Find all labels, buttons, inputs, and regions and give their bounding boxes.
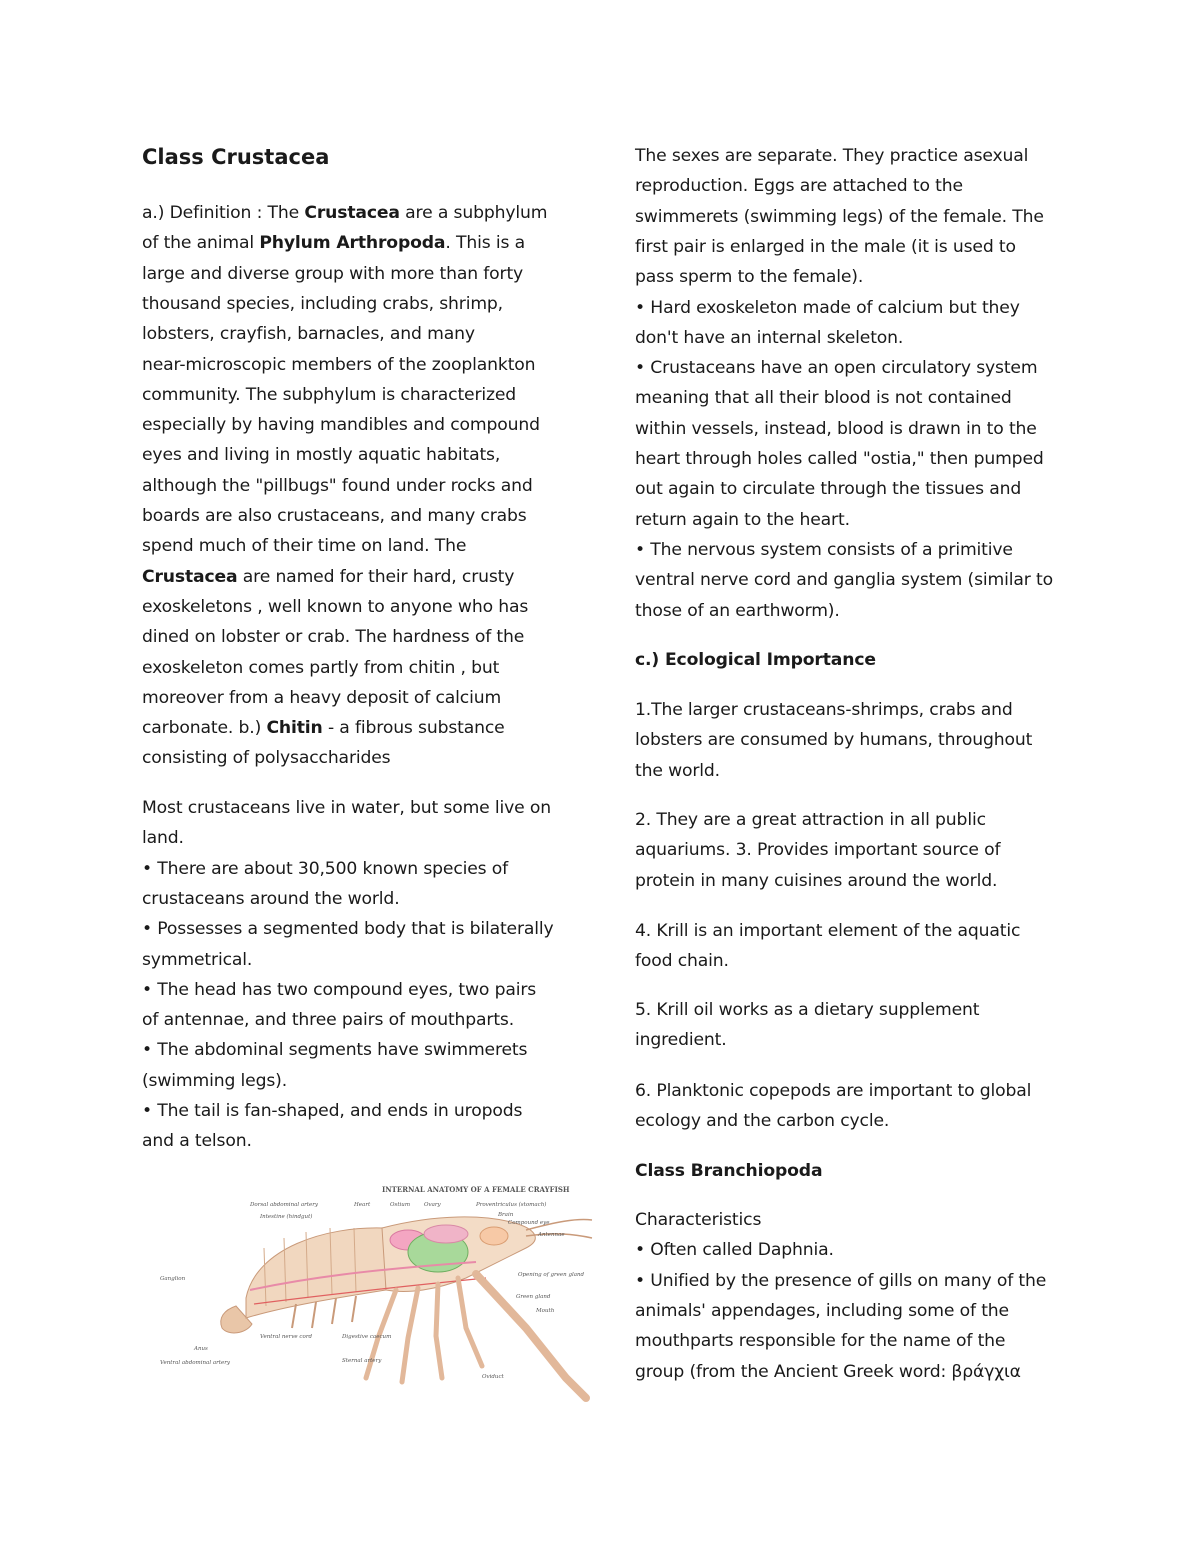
text-line: Characteristics xyxy=(635,1210,762,1230)
text-line: 5. Krill oil works as a dietary supplement xyxy=(635,1000,980,1020)
text-line: lobsters, crayfish, barnacles, and many xyxy=(142,324,475,345)
text-line: spend much of their time on land. The xyxy=(142,536,467,557)
stomach xyxy=(480,1227,508,1245)
text-line: ventral nerve cord and ganglia system (similar to xyxy=(635,570,1053,591)
text-line: • Possesses a segmented body that is bilaterally xyxy=(142,919,554,940)
text-line: out again to circulate through the tissues and xyxy=(635,479,1022,500)
text-line: group (from the Ancient Greek word: βράγχια xyxy=(635,1361,1021,1382)
text-line: dined on lobster or crab. The hardness of the xyxy=(142,627,525,648)
text-line: although the "pillbugs" found under rocks and xyxy=(142,475,533,496)
text-line: large and diverse group with more than forty xyxy=(142,263,524,284)
svg-text:Anus: Anus xyxy=(194,1346,208,1352)
text-line: ecology and the carbon cycle. xyxy=(635,1111,890,1132)
text-line: mouthparts responsible for the name of the xyxy=(635,1331,1006,1352)
text-line: carbonate. b.) Chitin - a fibrous substance xyxy=(142,718,505,739)
text-line: symmetrical. xyxy=(142,949,253,970)
text-line: exoskeletons , well known to anyone who has xyxy=(142,596,529,617)
text-line: near-microscopic members of the zooplankton xyxy=(142,354,536,375)
text-line: crustaceans around the world. xyxy=(142,888,400,909)
svg-text:Oviduct: Oviduct xyxy=(482,1374,504,1380)
text-line: a.) Definition : The Crustacea are a subphylum xyxy=(142,203,548,223)
text-line: pass sperm to the female). xyxy=(635,267,864,288)
text-line: moreover from a heavy deposit of calcium xyxy=(142,687,502,708)
text-line: • The head has two compound eyes, two pairs xyxy=(142,979,537,1000)
text-line: • Often called Daphnia. xyxy=(635,1240,834,1261)
text-line: of the animal Phylum Arthropoda. This is a xyxy=(142,233,525,254)
text-line: don't have an internal skeleton. xyxy=(635,327,904,348)
text-line: swimmerets (swimming legs) of the female. The xyxy=(635,206,1044,227)
text-line: of antennae, and three pairs of mouthparts. xyxy=(142,1010,515,1031)
text-line: especially by having mandibles and compound xyxy=(142,415,540,436)
text-line: eyes and living in mostly aquatic habitats, xyxy=(142,445,501,466)
svg-text:Compound eye: Compound eye xyxy=(508,1220,550,1226)
text-line: protein in many cuisines around the world. xyxy=(635,870,998,891)
text-line: Most crustaceans live in water, but some live on xyxy=(142,798,552,818)
text-line: exoskeleton comes partly from chitin , but xyxy=(142,657,500,678)
svg-text:Green gland: Green gland xyxy=(516,1294,551,1300)
text-line: aquariums. 3. Provides important source of xyxy=(635,840,1001,861)
svg-text:Intestine (hindgut): Intestine (hindgut) xyxy=(260,1214,313,1220)
text-line: 1.The larger crustaceans-shrimps, crabs and xyxy=(635,700,1013,720)
svg-text:Ostium: Ostium xyxy=(390,1202,411,1208)
text-line: first pair is enlarged in the male (it is used to xyxy=(635,236,1016,257)
text-line: lobsters are consumed by humans, throughout xyxy=(635,730,1033,751)
text-line: (swimming legs). xyxy=(142,1070,288,1091)
text-line: food chain. xyxy=(635,951,729,972)
text-line: • The nervous system consists of a primitive xyxy=(635,539,1013,560)
text-line: community. The subphylum is characterized xyxy=(142,384,517,405)
text-line: • The tail is fan-shaped, and ends in uropods xyxy=(142,1101,523,1121)
svg-text:Proventriculus (stomach): Proventriculus (stomach) xyxy=(476,1202,547,1208)
text-line: • Unified by the presence of gills on many of the xyxy=(635,1270,1047,1291)
text-line: • There are about 30,500 known species of xyxy=(142,858,509,879)
text-line: • Hard exoskeleton made of calcium but they xyxy=(635,297,1020,318)
text-line: heart through holes called "ostia," then pumped xyxy=(635,449,1044,469)
text-line: return again to the heart. xyxy=(635,509,850,530)
text-line: 4. Krill is an important element of the aquatic xyxy=(635,921,1021,941)
ovary xyxy=(424,1225,468,1243)
text-line: Crustacea are named for their hard, crusty xyxy=(142,566,515,587)
text-line: consisting of polysaccharides xyxy=(142,748,391,769)
text-line: 6. Planktonic copepods are important to global xyxy=(635,1081,1032,1101)
svg-text:Ganglion: Ganglion xyxy=(160,1276,186,1282)
text-line: • The abdominal segments have swimmerets xyxy=(142,1040,528,1061)
text-line: animals' appendages, including some of the xyxy=(635,1300,1009,1321)
svg-text:Opening of green gland: Opening of green gland xyxy=(518,1272,585,1278)
text-line: those of an earthworm). xyxy=(635,600,840,621)
figure-title: INTERNAL ANATOMY OF A FEMALE CRAYFISH xyxy=(382,1185,570,1194)
crayfish-anatomy-figure xyxy=(146,1178,594,1404)
svg-text:Ventral nerve cord: Ventral nerve cord xyxy=(260,1334,312,1340)
svg-text:Ventral abdominal artery: Ventral abdominal artery xyxy=(160,1360,230,1366)
svg-text:Antennae: Antennae xyxy=(538,1232,565,1238)
text-line: reproduction. Eggs are attached to the xyxy=(635,176,963,197)
svg-text:Brain: Brain xyxy=(498,1212,514,1218)
ecological-heading: c.) Ecological Importance xyxy=(635,650,876,670)
text-line: 2. They are a great attraction in all public xyxy=(635,810,986,830)
text-line: thousand species, including crabs, shrimp, xyxy=(142,293,503,314)
svg-text:Ovary: Ovary xyxy=(424,1202,441,1208)
page-title: Class Crustacea xyxy=(142,145,330,169)
svg-text:Dorsal abdominal artery: Dorsal abdominal artery xyxy=(250,1202,319,1208)
svg-text:Sternal artery: Sternal artery xyxy=(342,1358,382,1364)
text-line: land. xyxy=(142,828,184,849)
svg-text:Mouth: Mouth xyxy=(536,1308,555,1314)
text-line: The sexes are separate. They practice asexual xyxy=(635,146,1029,166)
svg-text:Heart: Heart xyxy=(354,1202,371,1208)
branchiopoda-heading: Class Branchiopoda xyxy=(635,1161,823,1181)
text-line: • Crustaceans have an open circulatory system xyxy=(635,358,1038,379)
text-line: meaning that all their blood is not contained xyxy=(635,388,1012,409)
text-line: within vessels, instead, blood is drawn in to the xyxy=(635,418,1037,439)
text-line: boards are also crustaceans, and many crabs xyxy=(142,506,527,526)
svg-text:Digestive caecum: Digestive caecum xyxy=(342,1334,392,1340)
text-line: the world. xyxy=(635,760,720,781)
text-line: and a telson. xyxy=(142,1131,252,1152)
text-line: ingredient. xyxy=(635,1030,727,1051)
